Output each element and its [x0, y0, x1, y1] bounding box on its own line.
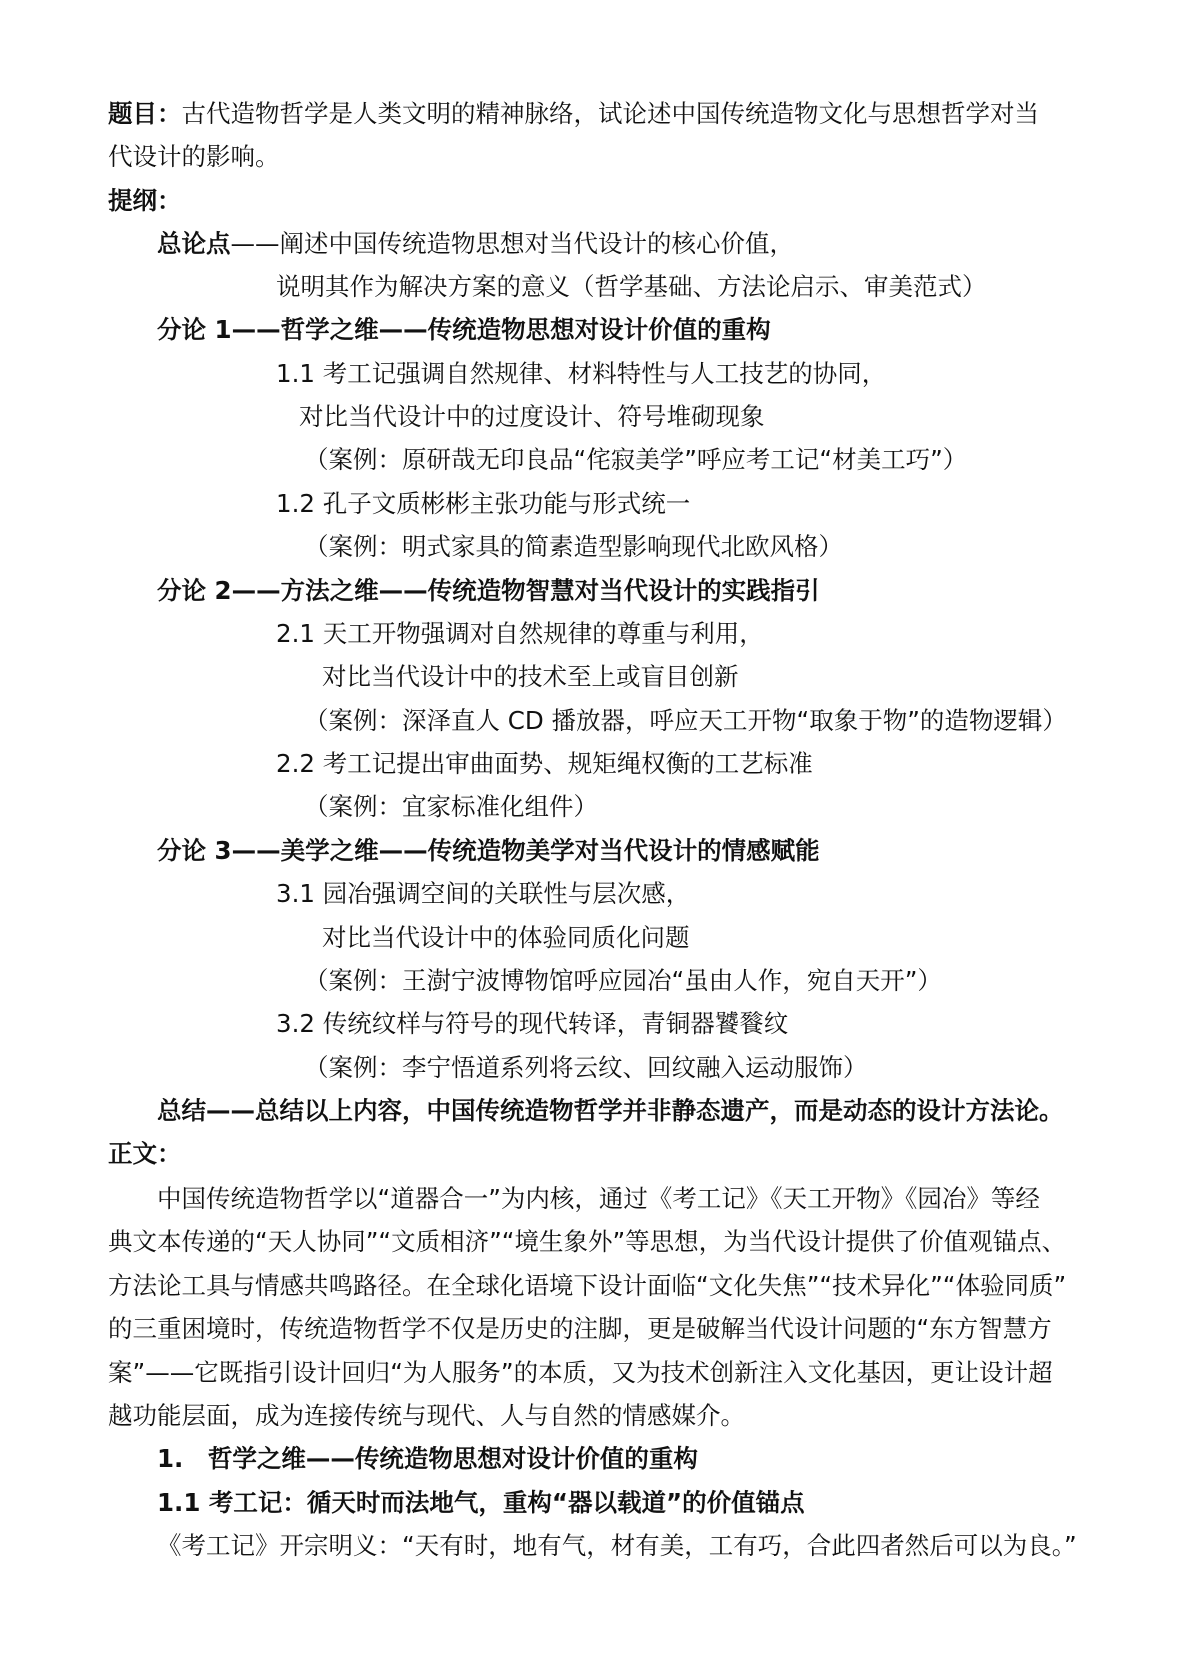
section1-point1-line1: 1.1 考工记强调自然规律、材料特性与人工技艺的协同， [276, 359, 887, 388]
heading-1-1: 1.1 考工记：循天时而法地气，重构“器以载道”的价值锚点 [157, 1488, 805, 1517]
body-line-2: 典文本传递的“天人协同”“文质相济”“境生象外”等思想，为当代设计提供了价值观锚点、 [108, 1227, 1067, 1256]
section3-point2-case: （案例：李宁悟道系列将云纹、回纹融入运动服饰） [304, 1053, 868, 1082]
section3-point2-line1: 3.2 传统纹样与符号的现代转译，青铜器饕餮纹 [276, 1009, 789, 1038]
body-line-3: 方法论工具与情感共鸣路径。在全球化语境下设计面临“文化失焦”“技术异化”“体验同质” [108, 1271, 1067, 1300]
section1-point2-case: （案例：明式家具的简素造型影响现代北欧风格） [304, 532, 843, 561]
section2-point2-case: （案例：宜家标准化组件） [304, 792, 598, 821]
section1-point2-line1: 1.2 孔子文质彬彬主张功能与形式统一 [276, 489, 691, 518]
thesis-line-1 [157, 228, 794, 260]
title-line-1 [108, 98, 1039, 130]
section2-point1-line2: 对比当代设计中的技术至上或盲目创新 [322, 662, 739, 691]
section2-point1-case: （案例：深泽直人 CD 播放器，呼应天工开物“取象于物”的造物逻辑） [304, 706, 1067, 735]
body-line-1: 中国传统造物哲学以“道器合一”为内核，通过《考工记》《天工开物》《园冶》等经 [157, 1184, 1040, 1213]
body-last-line: 《考工记》开宗明义：“天有时，地有气，材有美，工有巧，合此四者然后可以为良。” [157, 1531, 1077, 1560]
section3-point1-case: （案例：王澍宁波博物馆呼应园冶“虽由人作，宛自天开”） [304, 966, 942, 995]
title-line-2: 代设计的影响。 [108, 142, 280, 171]
heading-1: 1. 哲学之维——传统造物思想对设计价值的重构 [157, 1444, 698, 1473]
thesis-text: ——阐述中国传统造物思想对当代设计的核心价值， [230, 229, 794, 258]
section1-point1-case: （案例：原研哉无印良品“侘寂美学”呼应考工记“材美工巧”） [304, 445, 968, 474]
section3-point1-line2: 对比当代设计中的体验同质化问题 [322, 923, 690, 952]
section1-heading: 分论 1——哲学之维——传统造物思想对设计价值的重构 [157, 315, 771, 344]
body-line-6: 越功能层面，成为连接传统与现代、人与自然的情感媒介。 [108, 1401, 745, 1430]
body-line-4: 的三重困境时，传统造物哲学不仅是历史的注脚，更是破解当代设计问题的“东方智慧方 [108, 1314, 1052, 1343]
section1-point1-line2: 对比当代设计中的过度设计、符号堆砌现象 [299, 402, 765, 431]
section3-point1-line1: 3.1 园冶强调空间的关联性与层次感， [276, 879, 691, 908]
title-label: 题目： [108, 99, 182, 128]
section2-point1-line1: 2.1 天工开物强调对自然规律的尊重与利用， [276, 619, 764, 648]
body-line-5: 案”——它既指引设计回归“为人服务”的本质，又为技术创新注入文化基因，更让设计超 [108, 1358, 1053, 1387]
section2-heading: 分论 2——方法之维——传统造物智慧对当代设计的实践指引 [157, 576, 820, 605]
thesis-label: 总论点 [157, 229, 231, 258]
section2-point2-line1: 2.2 考工记提出审曲面势、规矩绳权衡的工艺标准 [276, 749, 813, 778]
outline-label: 提纲： [108, 186, 182, 215]
section3-heading: 分论 3——美学之维——传统造物美学对当代设计的情感赋能 [157, 836, 820, 865]
summary: 总结——总结以上内容，中国传统造物哲学并非静态遗产，而是动态的设计方法论。 [157, 1096, 1064, 1125]
body-label: 正文： [108, 1139, 182, 1168]
thesis-line-2: 说明其作为解决方案的意义（哲学基础、方法论启示、审美范式） [276, 272, 987, 301]
title-text: 古代造物哲学是人类文明的精神脉络，试论述中国传统造物文化与思想哲学对当 [181, 99, 1039, 128]
